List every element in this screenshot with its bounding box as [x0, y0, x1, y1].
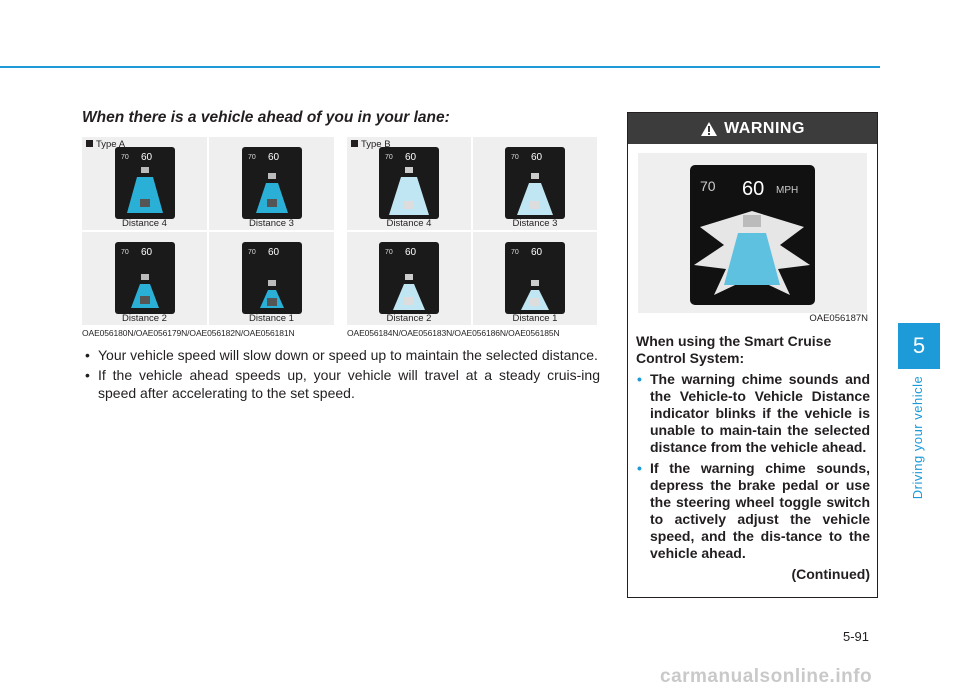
- svg-text:70: 70: [385, 249, 393, 256]
- figure-type-b: [347, 137, 597, 338]
- chapter-title: Driving your vehicle: [910, 375, 926, 499]
- svg-text:70: 70: [247, 249, 256, 256]
- distance-label: Distance 4: [122, 218, 167, 229]
- section-heading: When there is a vehicle ahead of you in your lane:: [82, 109, 450, 126]
- watermark: carmanualsonline.info: [660, 666, 873, 687]
- distance-label: Distance 2: [386, 313, 432, 324]
- cluster-display-image: [379, 242, 439, 314]
- figure-a-cell-distance-3: [209, 137, 334, 230]
- svg-text:70: 70: [511, 154, 519, 161]
- type-label: Type A: [86, 139, 125, 150]
- cluster-display-image: [242, 242, 302, 314]
- cluster-display-image: [379, 147, 439, 219]
- svg-text:70: 70: [511, 249, 519, 256]
- svg-text:60: 60: [267, 152, 279, 163]
- figure-a-cell-distance-4: [82, 137, 207, 230]
- warning-intro: When using the Smart Cruise Control System:: [636, 333, 832, 366]
- type-label: Type B: [351, 139, 391, 150]
- distance-label: Distance 1: [512, 313, 558, 324]
- svg-text:MPH: MPH: [776, 185, 799, 196]
- svg-text:70: 70: [247, 154, 256, 161]
- cluster-display-image: [242, 147, 302, 219]
- distance-label: Distance 4: [386, 218, 432, 229]
- cluster-display-image: [505, 147, 565, 219]
- list-item: • Your vehicle speed will slow down or speed up to maintain the selected distance.: [82, 346, 600, 364]
- list-item: • If the vehicle ahead speeds up, your vehicle will travel at a steady cruis-ing speed after accelerating to the set speed.: [82, 366, 600, 402]
- svg-text:60: 60: [405, 152, 417, 163]
- distance-label: Distance 3: [512, 218, 558, 229]
- figure-b-cell-distance-3: [473, 137, 597, 230]
- square-bullet-icon: [86, 140, 93, 147]
- figure-b-cell-distance-1: [473, 232, 597, 325]
- warning-header: [628, 113, 877, 144]
- svg-text:60: 60: [267, 247, 279, 258]
- top-rule: [0, 66, 880, 68]
- figure-code: OAE056187N: [809, 313, 868, 324]
- figure-b-cell-distance-4: [347, 137, 471, 230]
- svg-text:70: 70: [120, 154, 129, 161]
- page-number: 5-91: [843, 629, 870, 644]
- cluster-display-image: [115, 147, 175, 219]
- cluster-display-image: [115, 242, 175, 314]
- figure-b-cell-distance-2: [347, 232, 471, 325]
- warning-title: WARNING: [724, 119, 805, 137]
- warning-illustration: [638, 153, 867, 313]
- warning-text: [636, 333, 870, 583]
- svg-text:60: 60: [140, 247, 152, 258]
- square-bullet-icon: [351, 140, 358, 147]
- svg-text:60: 60: [531, 152, 543, 163]
- figure-a-cell-distance-1: [209, 232, 334, 325]
- distance-label: Distance 1: [249, 313, 294, 324]
- chapter-number-tab: 5: [898, 323, 940, 369]
- continued-label: (Continued): [791, 566, 870, 582]
- distance-label: Distance 2: [122, 313, 167, 324]
- list-item: • The warning chime sounds and the Vehicle-to Vehicle Distance indicator blinks if the vehicle is unable to main-tain the selected distance from the vehicle ahead.: [636, 371, 870, 456]
- list-item: • If the warning chime sounds, depress the brake pedal or use the steering wheel toggle switch to actively adjust the vehicle speed, and the dis-tance to the vehicle ahead.: [636, 460, 870, 562]
- svg-text:60: 60: [531, 247, 543, 258]
- figure-code: OAE056180N/OAE056179N/OAE056182N/OAE056181N: [82, 328, 295, 338]
- cluster-display-image: [505, 242, 565, 314]
- svg-text:70: 70: [700, 178, 716, 194]
- svg-text:70: 70: [120, 249, 129, 256]
- body-bullet-list: [82, 346, 600, 404]
- warning-box: [627, 112, 878, 598]
- svg-text:60: 60: [405, 247, 417, 258]
- svg-text:60: 60: [140, 152, 152, 163]
- cluster-warning-image: [680, 165, 825, 305]
- warning-triangle-icon: [700, 121, 718, 137]
- warning-list: [636, 371, 870, 562]
- svg-text:60: 60: [742, 178, 765, 200]
- figure-code: OAE056184N/OAE056183N/OAE056186N/OAE056185N: [347, 328, 560, 338]
- distance-label: Distance 3: [249, 218, 294, 229]
- figure-a-cell-distance-2: [82, 232, 207, 325]
- svg-text:70: 70: [385, 154, 393, 161]
- figure-type-a: [82, 137, 334, 338]
